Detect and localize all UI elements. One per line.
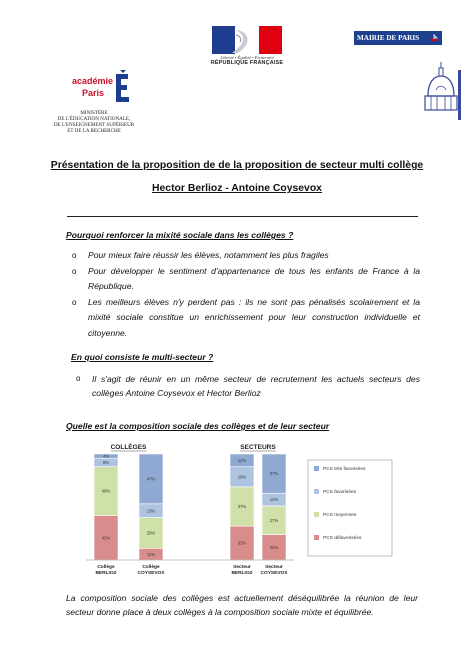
bullet-list-multi-secteur <box>76 372 420 400</box>
chart-data-label: 27% <box>269 517 279 523</box>
academie-de-paris-dome-logo <box>420 52 462 124</box>
bullet-text: Pour mieux faire réussir les élèves, notamment les plus fragiles <box>88 250 329 260</box>
republique-name: RÉPUBLIQUE FRANÇAISE <box>210 59 284 66</box>
chart-category-label: Collège <box>142 565 160 570</box>
paris-ship-icon <box>429 34 439 42</box>
chart-data-label: 12% <box>237 457 247 463</box>
chart-data-label: 29% <box>146 530 156 536</box>
chart-legend-label: PCS moyennes <box>323 513 357 518</box>
paris-word: Paris <box>82 88 105 98</box>
ministere-line: MINISTÈRE <box>80 110 108 116</box>
list-item <box>72 295 420 342</box>
section-heading-pourquoi: Pourquoi renforcer la mixité sociale dans les collèges ? <box>66 230 294 240</box>
chart-legend-swatch <box>314 489 319 494</box>
ministere-line: ET DE LA RECHERCHE <box>67 128 121 134</box>
ministere-line: DE L'ENSEIGNEMENT SUPÉRIEUR <box>53 122 135 128</box>
title-divider <box>67 216 418 217</box>
mairie-label: MAIRIE DE PARIS <box>357 34 420 42</box>
chart-legend-label: PCS favorisées <box>323 490 357 495</box>
chart-legend-label: PCS très favorisées <box>323 467 366 472</box>
bullet-text: Il s'agit de réunir en un même secteur de recrutement les actuels secteurs des collèges Antoine Coysevox et Hector Berlioz <box>92 374 420 398</box>
chart-category-label: Collège <box>97 565 115 570</box>
chart-data-label: 24% <box>269 544 279 550</box>
marianne-logo <box>212 26 282 54</box>
section-heading-multi-secteur: En quoi consiste le multi-secteur ? <box>71 352 214 362</box>
chart-data-label: 37% <box>269 471 279 477</box>
bullet-text: Les meilleurs élèves n'y perdent pas : ils ne sont pas pénalisés scolairement et la mixité sociale constitue un enrichissement pour leur construction individuelle et citoyenne. <box>88 296 420 338</box>
chart-data-label: 11% <box>146 551 156 557</box>
bullet-marker: o <box>72 266 77 276</box>
mairie-de-paris-logo <box>354 31 442 45</box>
list-item <box>76 372 420 400</box>
republique-francaise-text <box>202 56 292 66</box>
chart-group-title: COLLÈGES <box>110 444 147 451</box>
chart-legend-swatch <box>314 466 319 471</box>
academie-word: académie <box>72 76 114 86</box>
chart-data-label: 32% <box>237 540 247 546</box>
list-item <box>72 264 420 295</box>
chart-category-label: BERLIOZ <box>231 571 253 576</box>
chart-data-label: 47% <box>146 476 156 482</box>
ministere-line: DE L'ÉDUCATION NATIONALE, <box>57 116 131 122</box>
chart-category-label: Secteur <box>233 565 251 570</box>
section-heading-composition: Quelle est la composition sociale des collèges et de leur secteur <box>66 421 330 431</box>
chart-data-label: 8% <box>102 460 110 466</box>
chart-legend-swatch <box>314 512 319 517</box>
conclusion-paragraph: La composition sociale des collèges est actuellement déséquilibrée la réunion de leur secteur donne place à deux collèges à la composition sociale mixte et équilibrée. <box>66 593 418 617</box>
ministere-text <box>44 110 144 134</box>
document-title: Présentation de la proposition de de la proposition de secteur multi collège <box>50 160 424 171</box>
chart-category-label: BERLIOZ <box>95 571 117 576</box>
republique-motto: Liberté • Égalité • Fraternité <box>220 55 274 60</box>
chart-data-label: 37% <box>237 504 247 510</box>
bullet-list-pourquoi <box>72 248 420 341</box>
bullet-marker: o <box>76 374 81 383</box>
chart-data-label: 4% <box>102 453 110 459</box>
document-subtitle: Hector Berlioz - Antoine Coysevox <box>152 183 322 194</box>
chart-group-title: SECTEURS <box>240 444 276 451</box>
chart-legend-label: PCS défavorisées <box>323 536 362 541</box>
bullet-marker: o <box>72 297 77 307</box>
chart-data-label: 46% <box>101 488 111 494</box>
academie-paris-logo <box>72 70 136 110</box>
composition-sociale-chart <box>82 440 402 582</box>
chart-category-label: Secteur <box>265 565 283 570</box>
chart-data-label: 12% <box>269 497 279 503</box>
chart-data-label: 42% <box>101 535 111 541</box>
bullet-marker: o <box>72 251 77 260</box>
chart-legend-swatch <box>314 535 319 540</box>
chart-data-label: 19% <box>237 474 247 480</box>
chart-category-label: COYSEVOX <box>260 571 288 576</box>
chart-category-label: COYSEVOX <box>137 571 165 576</box>
list-item <box>72 248 420 264</box>
chart-data-label: 13% <box>146 508 156 514</box>
bullet-text: Pour développer le sentiment d'appartenance de tous les enfants de France à la République. <box>88 265 420 291</box>
chart-legend-box <box>308 460 392 556</box>
